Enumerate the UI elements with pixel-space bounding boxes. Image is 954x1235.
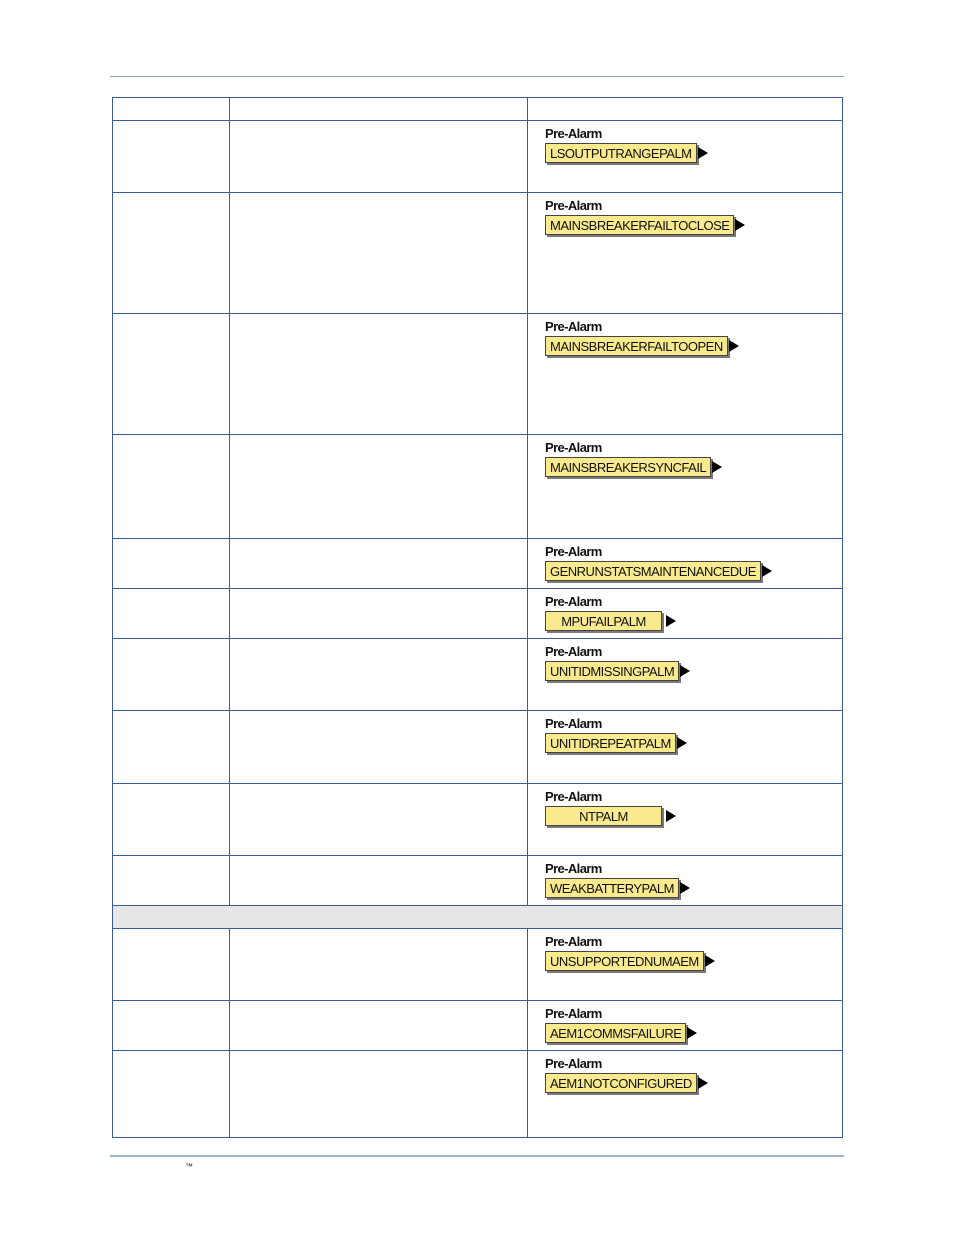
row-description [230,539,528,589]
pre-alarm-label: Pre-Alarm [545,861,602,876]
row-name [113,856,230,906]
row-name [113,1051,230,1138]
output-arrow-icon [680,882,690,894]
logic-output-block: NTPALM [545,806,662,826]
row-description [230,856,528,906]
table-row [113,1051,843,1138]
row-description [230,1001,528,1051]
logic-output-block: AEM1NOTCONFIGURED [545,1073,697,1093]
row-name [113,639,230,711]
row-name [113,193,230,314]
logic-cell [528,314,843,435]
logic-output-block: MAINSBREAKERFAILTOOPEN [545,336,728,356]
output-arrow-icon [698,1077,708,1089]
logic-cell [528,589,843,639]
logic-output-block: AEM1COMMSFAILURE [545,1023,686,1043]
row-description [230,784,528,856]
logic-output-block: UNITIDMISSINGPALM [545,661,679,681]
pre-alarm-label: Pre-Alarm [545,1006,602,1021]
table-row [113,639,843,711]
logic-output-block: MAINSBREAKERFAILTOCLOSE [545,215,734,235]
output-arrow-icon [666,615,676,627]
column-header [113,98,230,121]
pre-alarm-label: Pre-Alarm [545,1056,602,1071]
logic-output-block: MAINSBREAKERSYNCFAIL [545,457,711,477]
logic-cell [528,856,843,906]
row-description [230,193,528,314]
pre-alarm-label: Pre-Alarm [545,934,602,949]
output-arrow-icon [687,1027,697,1039]
row-name [113,929,230,1001]
table-row [113,193,843,314]
section-header [113,906,843,929]
logic-cell [528,435,843,539]
pre-alarm-label: Pre-Alarm [545,716,602,731]
row-name [113,435,230,539]
table-row [113,539,843,589]
output-arrow-icon [680,665,690,677]
column-header [230,98,528,121]
pre-alarm-label: Pre-Alarm [545,644,602,659]
alarm-table [112,97,843,1138]
logic-cell [528,1051,843,1138]
table-row [113,435,843,539]
row-name [113,314,230,435]
table-header-row [113,98,843,121]
output-arrow-icon [729,340,739,352]
output-arrow-icon [762,565,772,577]
output-arrow-icon [666,810,676,822]
table-row [113,314,843,435]
logic-cell [528,193,843,314]
logic-output-block: MPUFAILPALM [545,611,662,631]
column-header [528,98,843,121]
section-header-row [113,906,843,929]
row-description [230,929,528,1001]
logic-output-block: UNSUPPORTEDNUMAEM [545,951,704,971]
header-rule [110,76,844,77]
table-row [113,784,843,856]
row-name [113,711,230,784]
logic-cell [528,784,843,856]
logic-cell [528,711,843,784]
logic-output-block: GENRUNSTATSMAINTENANCEDUE [545,561,761,581]
logic-cell [528,929,843,1001]
row-description [230,121,528,193]
table-row [113,589,843,639]
output-arrow-icon [735,219,745,231]
logic-cell [528,539,843,589]
pre-alarm-label: Pre-Alarm [545,594,602,609]
logic-cell [528,121,843,193]
pre-alarm-label: Pre-Alarm [545,198,602,213]
row-description [230,639,528,711]
footer-rule [110,1155,844,1157]
trademark-symbol: ™ [185,1162,193,1171]
output-arrow-icon [712,461,722,473]
table-row [113,711,843,784]
table-row [113,1001,843,1051]
row-description [230,314,528,435]
logic-cell [528,639,843,711]
pre-alarm-label: Pre-Alarm [545,544,602,559]
table-row [113,856,843,906]
row-name [113,1001,230,1051]
row-name [113,784,230,856]
table-row [113,121,843,193]
logic-cell [528,1001,843,1051]
row-name [113,121,230,193]
row-description [230,589,528,639]
row-description [230,711,528,784]
row-description [230,435,528,539]
pre-alarm-label: Pre-Alarm [545,789,602,804]
logic-output-block: WEAKBATTERYPALM [545,878,679,898]
row-name [113,589,230,639]
table-row [113,929,843,1001]
pre-alarm-label: Pre-Alarm [545,319,602,334]
logic-output-block: UNITIDREPEATPALM [545,733,676,753]
output-arrow-icon [677,737,687,749]
pre-alarm-label: Pre-Alarm [545,126,602,141]
output-arrow-icon [698,147,708,159]
logic-output-block: LSOUTPUTRANGEPALM [545,143,697,163]
row-description [230,1051,528,1138]
row-name [113,539,230,589]
pre-alarm-label: Pre-Alarm [545,440,602,455]
output-arrow-icon [705,955,715,967]
